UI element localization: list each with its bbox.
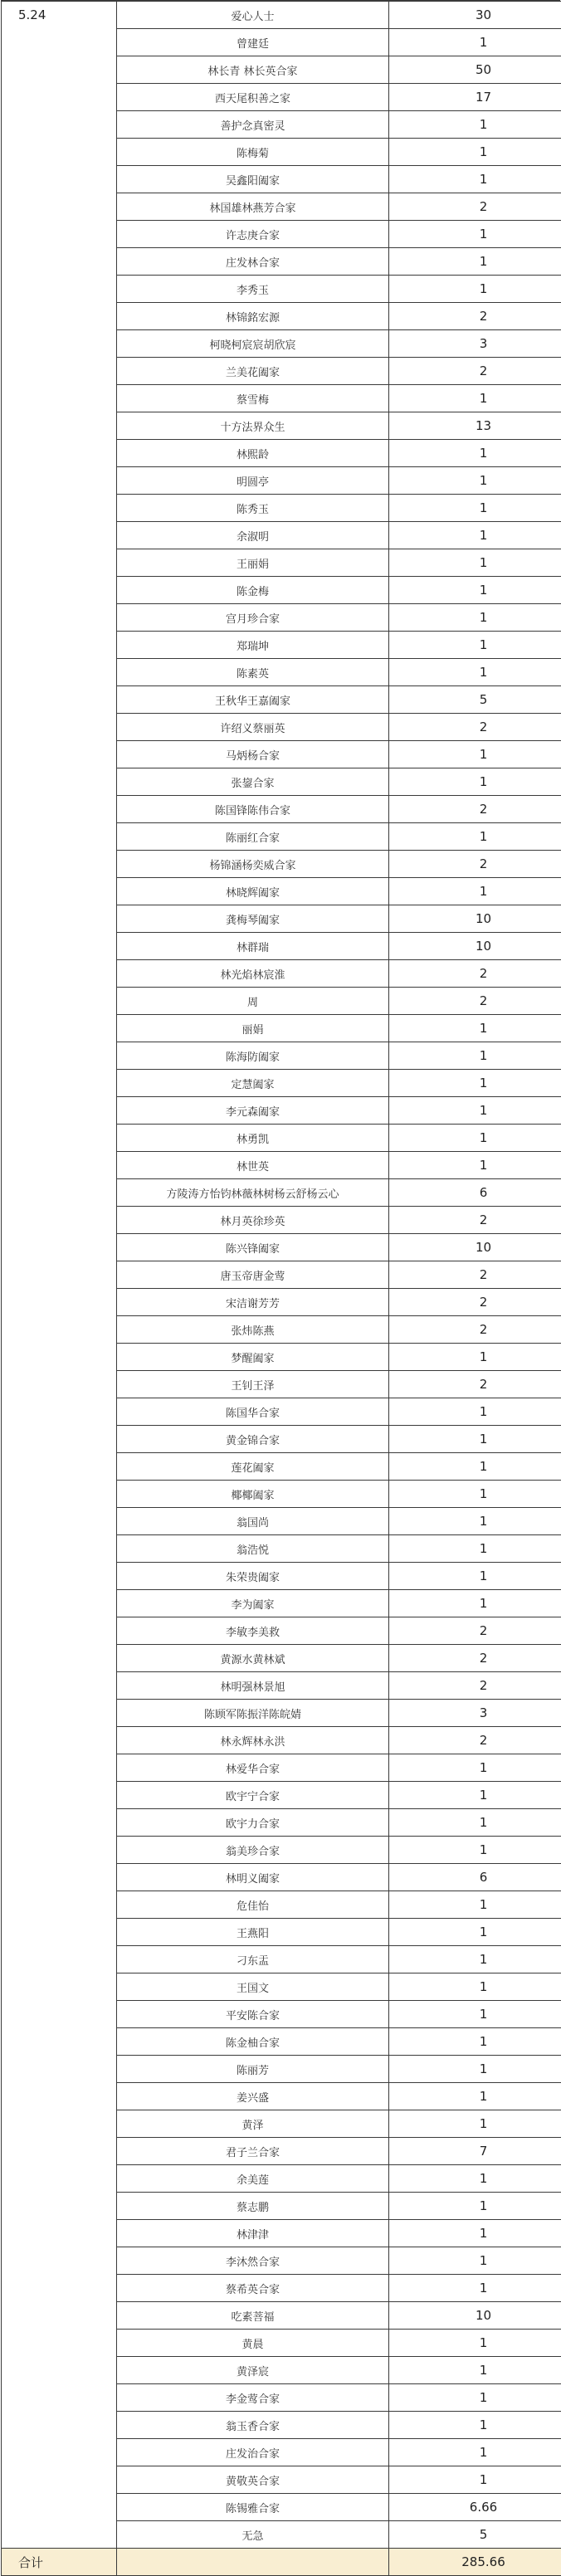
- donor-name-cell: 翁美珍合家: [117, 1837, 389, 1864]
- amount-cell: 1: [389, 139, 561, 166]
- donor-name-cell: 陈国华合家: [117, 1398, 389, 1426]
- amount-cell: 1: [389, 2056, 561, 2083]
- amount-cell: 1: [389, 522, 561, 549]
- donor-name-cell: 龚梅琴阖家: [117, 905, 389, 933]
- amount-cell: 1: [389, 385, 561, 412]
- donor-name-cell: 林世英: [117, 1152, 389, 1179]
- amount-cell: 1: [389, 2412, 561, 2439]
- amount-cell: 10: [389, 1234, 561, 1261]
- amount-cell: 10: [389, 2302, 561, 2330]
- amount-cell: 2: [389, 714, 561, 741]
- amount-cell: 2: [389, 1207, 561, 1234]
- donor-name-cell: 丽娟: [117, 1015, 389, 1042]
- donor-name-cell: 李元森阖家: [117, 1097, 389, 1125]
- amount-cell: 1: [389, 1837, 561, 1864]
- amount-cell: 1: [389, 1481, 561, 1508]
- amount-cell: 2: [389, 851, 561, 878]
- amount-cell: 1: [389, 741, 561, 768]
- donor-name-cell: 陈海防阖家: [117, 1042, 389, 1070]
- donor-name-cell: 刁东盂: [117, 1946, 389, 1973]
- amount-cell: 1: [389, 2247, 561, 2275]
- amount-cell: 1: [389, 276, 561, 303]
- amount-cell: 1: [389, 2439, 561, 2466]
- donor-name-cell: 李金莺合家: [117, 2384, 389, 2412]
- donor-name-cell: 朱荣贵阖家: [117, 1563, 389, 1590]
- donor-name-cell: 蔡雪梅: [117, 385, 389, 412]
- amount-cell: 1: [389, 2001, 561, 2028]
- amount-cell: 1: [389, 1398, 561, 1426]
- donor-name-cell: 张炜陈燕: [117, 1316, 389, 1344]
- donor-name-cell: 林锦銘宏源: [117, 303, 389, 330]
- donor-name-cell: 李敏李美救: [117, 1617, 389, 1645]
- amount-cell: 1: [389, 248, 561, 276]
- amount-cell: 1: [389, 1152, 561, 1179]
- amount-cell: 1: [389, 166, 561, 193]
- total-label: 合计: [2, 2549, 117, 2576]
- donor-name-cell: 柯晓柯宸宸胡欣宸: [117, 330, 389, 358]
- amount-cell: 1: [389, 1782, 561, 1809]
- donor-name-cell: 周: [117, 988, 389, 1015]
- amount-cell: 1: [389, 2083, 561, 2110]
- table-row: [2, 2, 561, 29]
- donor-name-cell: 黄泽: [117, 2110, 389, 2138]
- donor-name-cell: 王秋华王嘉阖家: [117, 686, 389, 714]
- amount-cell: 1: [389, 768, 561, 796]
- amount-cell: 1: [389, 2028, 561, 2056]
- donor-name-cell: 蔡志鹏: [117, 2193, 389, 2220]
- amount-cell: 6: [389, 1179, 561, 1207]
- donor-name-cell: 林长青 林长英合家: [117, 56, 389, 84]
- donor-name-cell: 君子兰合家: [117, 2138, 389, 2165]
- amount-cell: 1: [389, 440, 561, 467]
- amount-cell: 6: [389, 1864, 561, 1891]
- amount-cell: 1: [389, 1508, 561, 1535]
- amount-cell: 1: [389, 1891, 561, 1919]
- donor-name-cell: 陈丽红合家: [117, 823, 389, 851]
- amount-cell: 1: [389, 2384, 561, 2412]
- donor-name-cell: 林国雄林燕芳合家: [117, 193, 389, 221]
- amount-cell: 1: [389, 2466, 561, 2494]
- donor-name-cell: 黄源水黄林斌: [117, 1645, 389, 1672]
- amount-cell: 6.66: [389, 2494, 561, 2521]
- amount-cell: 1: [389, 1015, 561, 1042]
- donor-name-cell: 陈丽芳: [117, 2056, 389, 2083]
- donor-name-cell: 黄泽宸: [117, 2357, 389, 2384]
- amount-cell: 1: [389, 1590, 561, 1617]
- total-empty-cell: [117, 2549, 389, 2576]
- donor-name-cell: 莲花阖家: [117, 1453, 389, 1481]
- donor-name-cell: 林勇凯: [117, 1125, 389, 1152]
- donor-name-cell: 陈秀玉: [117, 495, 389, 522]
- donor-name-cell: 椰椰阖家: [117, 1481, 389, 1508]
- donor-name-cell: 姜兴盛: [117, 2083, 389, 2110]
- amount-cell: 1: [389, 467, 561, 495]
- donor-name-cell: 明圆亭: [117, 467, 389, 495]
- amount-cell: 1: [389, 221, 561, 248]
- amount-cell: 1: [389, 1070, 561, 1097]
- donor-name-cell: 王燕阳: [117, 1919, 389, 1946]
- donor-name-cell: 梦醒阖家: [117, 1344, 389, 1371]
- amount-cell: 1: [389, 1042, 561, 1070]
- donor-name-cell: 翁浩悦: [117, 1535, 389, 1563]
- amount-cell: 1: [389, 1344, 561, 1371]
- amount-cell: 1: [389, 2110, 561, 2138]
- amount-cell: 1: [389, 577, 561, 604]
- donation-table: [1, 1, 561, 2576]
- amount-cell: 1: [389, 549, 561, 577]
- donor-name-cell: 李秀玉: [117, 276, 389, 303]
- amount-cell: 30: [389, 2, 561, 29]
- donor-name-cell: 李为阖家: [117, 1590, 389, 1617]
- donor-name-cell: 黄敬英合家: [117, 2466, 389, 2494]
- amount-cell: 5: [389, 686, 561, 714]
- donor-name-cell: 兰美花阖家: [117, 358, 389, 385]
- amount-cell: 1: [389, 1097, 561, 1125]
- amount-cell: 1: [389, 2357, 561, 2384]
- donor-name-cell: 唐玉帝唐金莺: [117, 1261, 389, 1289]
- donor-name-cell: 十方法界众生: [117, 412, 389, 440]
- amount-cell: 1: [389, 2275, 561, 2302]
- amount-cell: 1: [389, 2165, 561, 2193]
- amount-cell: 2: [389, 1289, 561, 1316]
- donor-name-cell: 欧宇力合家: [117, 1809, 389, 1837]
- donor-name-cell: 方陵涛方怡钧林薇林树杨云舒杨云心: [117, 1179, 389, 1207]
- donor-name-cell: 林明义阖家: [117, 1864, 389, 1891]
- amount-cell: 3: [389, 1700, 561, 1727]
- donor-name-cell: 马炳杨合家: [117, 741, 389, 768]
- amount-cell: 1: [389, 29, 561, 56]
- amount-cell: 2: [389, 1727, 561, 1754]
- amount-cell: 1: [389, 1563, 561, 1590]
- donor-name-cell: 曾建廷: [117, 29, 389, 56]
- amount-cell: 1: [389, 1754, 561, 1782]
- donor-name-cell: 危佳怡: [117, 1891, 389, 1919]
- amount-cell: 7: [389, 2138, 561, 2165]
- total-amount: 285.66: [389, 2549, 561, 2576]
- amount-cell: 5: [389, 2521, 561, 2549]
- donor-name-cell: 王国文: [117, 1973, 389, 2001]
- donor-name-cell: 翁国尚: [117, 1508, 389, 1535]
- donor-name-cell: 陈素英: [117, 659, 389, 686]
- donor-name-cell: 宫月珍合家: [117, 604, 389, 632]
- amount-cell: 1: [389, 823, 561, 851]
- donor-name-cell: 欧宇宁合家: [117, 1782, 389, 1809]
- amount-cell: 1: [389, 111, 561, 139]
- donor-name-cell: 黄金锦合家: [117, 1426, 389, 1453]
- donor-name-cell: 杨锦涵杨奕威合家: [117, 851, 389, 878]
- amount-cell: 1: [389, 2220, 561, 2247]
- donor-name-cell: 蔡希英合家: [117, 2275, 389, 2302]
- donor-name-cell: 庄发治合家: [117, 2439, 389, 2466]
- amount-cell: 1: [389, 878, 561, 905]
- donor-name-cell: 林爱华合家: [117, 1754, 389, 1782]
- amount-cell: 1: [389, 1535, 561, 1563]
- donor-name-cell: 王丽娟: [117, 549, 389, 577]
- amount-cell: 10: [389, 933, 561, 960]
- donor-name-cell: 林群瑞: [117, 933, 389, 960]
- donor-name-cell: 王钊王泽: [117, 1371, 389, 1398]
- amount-cell: 2: [389, 960, 561, 988]
- donor-name-cell: 许志庚合家: [117, 221, 389, 248]
- amount-cell: 1: [389, 1919, 561, 1946]
- donor-name-cell: 陈金柚合家: [117, 2028, 389, 2056]
- amount-cell: 3: [389, 330, 561, 358]
- donor-name-cell: 陈梅菊: [117, 139, 389, 166]
- amount-cell: 1: [389, 2330, 561, 2357]
- donation-table-body: [2, 2, 561, 2576]
- donor-name-cell: 林明强林景旭: [117, 1672, 389, 1700]
- donor-name-cell: 翁玉香合家: [117, 2412, 389, 2439]
- amount-cell: 1: [389, 1946, 561, 1973]
- amount-cell: 2: [389, 1617, 561, 1645]
- donor-name-cell: 爱心人士: [117, 2, 389, 29]
- amount-cell: 2: [389, 193, 561, 221]
- amount-cell: 1: [389, 604, 561, 632]
- donor-name-cell: 平安陈合家: [117, 2001, 389, 2028]
- amount-cell: 10: [389, 905, 561, 933]
- amount-cell: 2: [389, 1672, 561, 1700]
- donor-name-cell: 林永辉林永洪: [117, 1727, 389, 1754]
- donor-name-cell: 林晓辉阖家: [117, 878, 389, 905]
- donor-name-cell: 陈锡雅合家: [117, 2494, 389, 2521]
- donor-name-cell: 余淑明: [117, 522, 389, 549]
- amount-cell: 2: [389, 796, 561, 823]
- amount-cell: 1: [389, 1453, 561, 1481]
- donor-name-cell: 陈国锋陈伟合家: [117, 796, 389, 823]
- amount-cell: 2: [389, 1645, 561, 1672]
- donor-name-cell: 许绍义蔡丽英: [117, 714, 389, 741]
- donor-name-cell: 吴鑫阳阖家: [117, 166, 389, 193]
- donor-name-cell: 陈兴锋阖家: [117, 1234, 389, 1261]
- donor-name-cell: 陈金梅: [117, 577, 389, 604]
- donor-name-cell: 定慧阖家: [117, 1070, 389, 1097]
- total-row: [2, 2549, 561, 2576]
- donor-name-cell: 吃素菩福: [117, 2302, 389, 2330]
- amount-cell: 1: [389, 1426, 561, 1453]
- donor-name-cell: 无急: [117, 2521, 389, 2549]
- donor-name-cell: 林津津: [117, 2220, 389, 2247]
- donor-name-cell: 李沐然合家: [117, 2247, 389, 2275]
- amount-cell: 1: [389, 1125, 561, 1152]
- amount-cell: 1: [389, 632, 561, 659]
- donor-name-cell: 善护念真密灵: [117, 111, 389, 139]
- donor-name-cell: 西天尾积善之家: [117, 84, 389, 111]
- donor-name-cell: 张鋆合家: [117, 768, 389, 796]
- amount-cell: 1: [389, 495, 561, 522]
- donor-name-cell: 林月英徐珍英: [117, 1207, 389, 1234]
- amount-cell: 17: [389, 84, 561, 111]
- donor-name-cell: 陈顾军陈振洋陈皖婧: [117, 1700, 389, 1727]
- donor-name-cell: 黄晨: [117, 2330, 389, 2357]
- amount-cell: 2: [389, 1371, 561, 1398]
- donor-name-cell: 宋洁谢芳芳: [117, 1289, 389, 1316]
- amount-cell: 2: [389, 303, 561, 330]
- donor-name-cell: 林光焰林宸淮: [117, 960, 389, 988]
- amount-cell: 2: [389, 1316, 561, 1344]
- date-cell: 5.24: [2, 2, 117, 2549]
- amount-cell: 1: [389, 659, 561, 686]
- amount-cell: 1: [389, 1973, 561, 2001]
- amount-cell: 2: [389, 358, 561, 385]
- amount-cell: 2: [389, 988, 561, 1015]
- amount-cell: 1: [389, 2193, 561, 2220]
- donation-table-sheet: [1, 0, 560, 2576]
- donor-name-cell: 余美莲: [117, 2165, 389, 2193]
- donor-name-cell: 庄发林合家: [117, 248, 389, 276]
- amount-cell: 2: [389, 1261, 561, 1289]
- amount-cell: 13: [389, 412, 561, 440]
- donor-name-cell: 郑瑞坤: [117, 632, 389, 659]
- amount-cell: 1: [389, 1809, 561, 1837]
- amount-cell: 50: [389, 56, 561, 84]
- donor-name-cell: 林熙龄: [117, 440, 389, 467]
